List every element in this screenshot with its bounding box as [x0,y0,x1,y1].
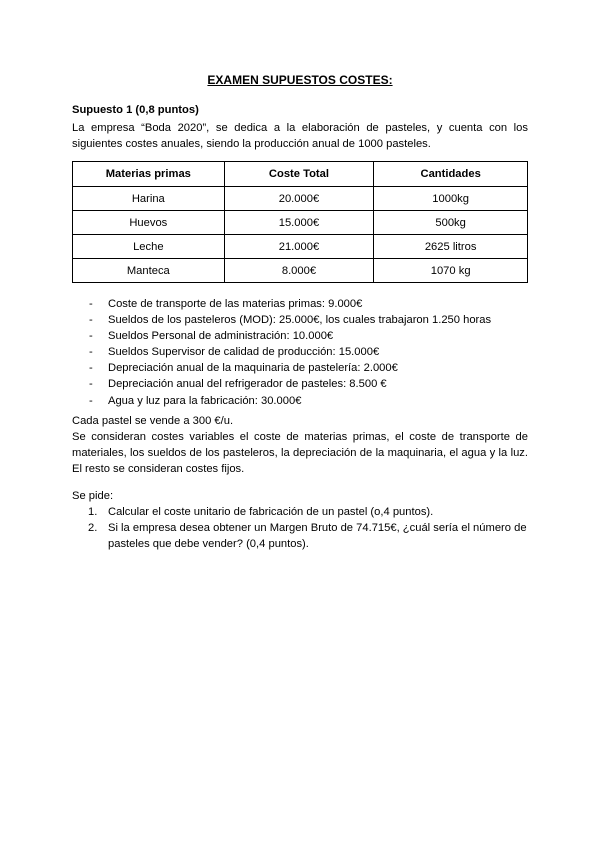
header-cantidades: Cantidades [374,162,528,187]
table-cell: 500kg [374,211,528,235]
table-cell: 20.000€ [224,187,374,211]
case-intro: La empresa “Boda 2020”, se dedica a la elaboración de pasteles, y cuenta con los siguientes costes anuales, siendo la producción anual de 1000 pasteles. [72,122,528,150]
list-item: - Depreciación anual de la maquinaria de pastelería: 2.000€ [89,360,491,376]
table-cell: Huevos [73,211,225,235]
list-item: - Sueldos de los pasteleros (MOD): 25.000€, los cuales trabajaron 1.250 horas [89,312,491,328]
list-item: - Coste de transporte de las materias primas: 9.000€ [89,296,491,312]
table-row [73,211,528,235]
table-cell: 1070 kg [374,259,528,283]
task-list [88,504,528,552]
case-heading: Supuesto 1 (0,8 puntos) [72,104,199,116]
table-row [73,187,528,211]
task-text: Si la empresa desea obtener un Margen Bruto de 74.715€, ¿cuál sería el número de pasteles que debe vender? (0,4 puntos). [108,522,527,550]
header-coste-total: Coste Total [224,162,374,187]
table-cell: Leche [73,235,225,259]
task-number: 1. [88,506,98,518]
variable-costs-paragraph: Se consideran costes variables el coste de materias primas, el coste de transporte de materiales, los sueldos de los pasteleros, la depreciación de la maquinaria, el agua y la luz. El resto se consideran costes fijos. [72,431,528,475]
task-number: 2. [88,522,98,534]
price-paragraph: Cada pastel se vende a 300 €/u. [72,415,234,427]
table-cell: Harina [73,187,225,211]
asks-intro: Se pide: [72,490,114,502]
list-item: - Sueldos Personal de administración: 10.000€ [89,328,491,344]
list-item: - Sueldos Supervisor de calidad de producción: 15.000€ [89,344,491,360]
exam-title: EXAMEN SUPUESTOS COSTES: [207,73,393,87]
table-row [73,259,528,283]
cost-list [89,296,491,409]
table-cell: 1000kg [374,187,528,211]
list-item: - Depreciación anual del refrigerador de pasteles: 8.500 € [89,376,491,392]
list-item [88,504,528,520]
table-row [73,235,528,259]
list-item [88,520,528,552]
table-cell: 8.000€ [224,259,374,283]
raw-materials-table [72,161,528,283]
list-item: - Agua y luz para la fabricación: 30.000€ [89,393,491,409]
table-cell: Manteca [73,259,225,283]
table-cell: 15.000€ [224,211,374,235]
table-cell: 21.000€ [224,235,374,259]
header-materias-primas: Materias primas [73,162,225,187]
table-cell: 2625 litros [374,235,528,259]
table-header-row [73,162,528,187]
task-text: Calcular el coste unitario de fabricación de un pastel (o,4 puntos). [108,506,434,518]
